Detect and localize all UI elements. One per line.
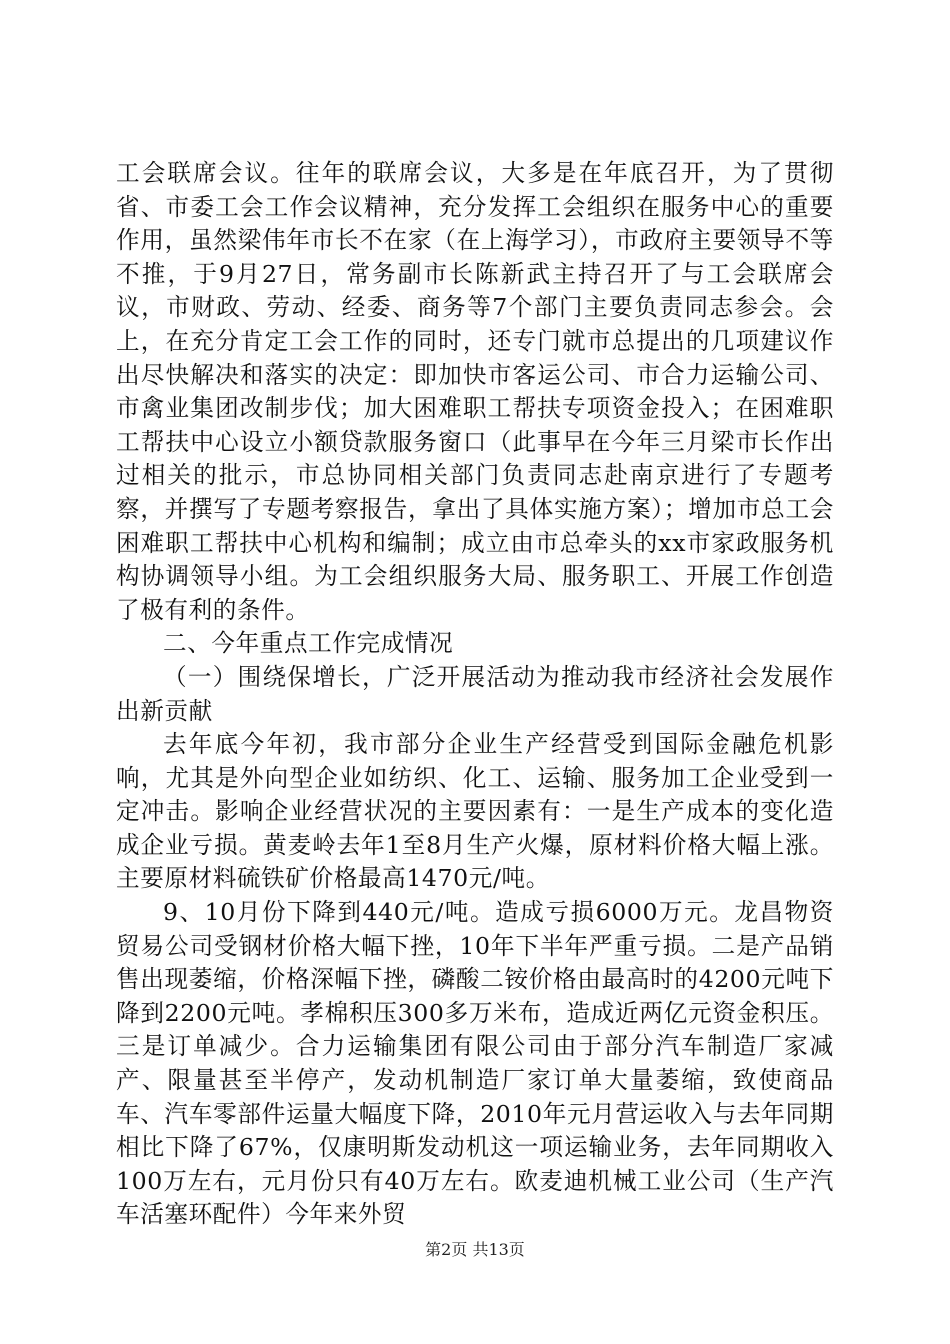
paragraph-losses: 9、10月份下降到440元/吨。造成亏损6000万元。龙昌物资贸易公司受钢材价格大幅下挫，10年下半年严重亏损。二是产品销售出现萎缩，价格深幅下挫，磷酸二铵价格由最高时的4200元吨下降到2200元吨。孝棉积压300多万米布，造成近两亿元资金积压。三是订单减少。合力运输集团有限公司由于部分汽车制造厂家减产、限量甚至半停产，发动机制造厂家订单大量萎缩，致使商品车、汽车零部件运量大幅度下降，2010年元月营运收入与去年同期相比下降了67%，仅康明斯发动机这一项运输业务，去年同期收入100万左右，元月份只有40万左右。欧麦迪机械工业公司（生产汽车活塞环配件）今年来外贸 (116, 898, 834, 1229)
paragraph-economy: 去年底今年初，我市部分企业生产经营受到国际金融危机影响，尤其是外向型企业如纺织、化工、运输、服务加工企业受到一定冲击。影响企业经营状况的主要因素有：一是生产成本的变化造成企业亏损。黄麦岭去年1至8月生产火爆，原材料价格大幅上涨。主要原材料硫铁矿价格最高1470元/吨。 (116, 730, 834, 893)
page-number-footer: 第2页 共13页 (425, 1240, 525, 1259)
paragraph-meeting: 工会联席会议。往年的联席会议，大多是在年底召开，为了贯彻省、市委工会工作会议精神，充分发挥工会组织在服务中心的重要作用，虽然梁伟年市长不在家（在上海学习），市政府主要领导不等不推，于9月27日，常务副市长陈新武主持召开了与工会联席会议，市财政、劳动、经委、商务等7个部门主要负责同志参会。会上，在充分肯定工会工作的同时，还专门就市总提出的几项建议作出尽快解决和落实的决定：即加快市客运公司、市合力运输公司、市禽业集团改制步伐；加大困难职工帮扶专项资金投入；在困难职工帮扶中心设立小额贷款服务窗口（此事早在今年三月梁市长作出过相关的批示，市总协同相关部门负责同志赴南京进行了专题考察，并撰写了专题考察报告，拿出了具体实施方案）；增加市总工会困难职工帮扶中心机构和编制；成立由市总牵头的xx市家政服务机构协调领导小组。为工会组织服务大局、服务职工、开展工作创造了极有利的条件。 (116, 159, 834, 624)
document-body (116, 157, 834, 1232)
section-heading-2: 二、今年重点工作完成情况 (163, 629, 454, 658)
subsection-heading-1: （一）围绕保增长，广泛开展活动为推动我市经济社会发展作出新贡献 (116, 662, 834, 725)
